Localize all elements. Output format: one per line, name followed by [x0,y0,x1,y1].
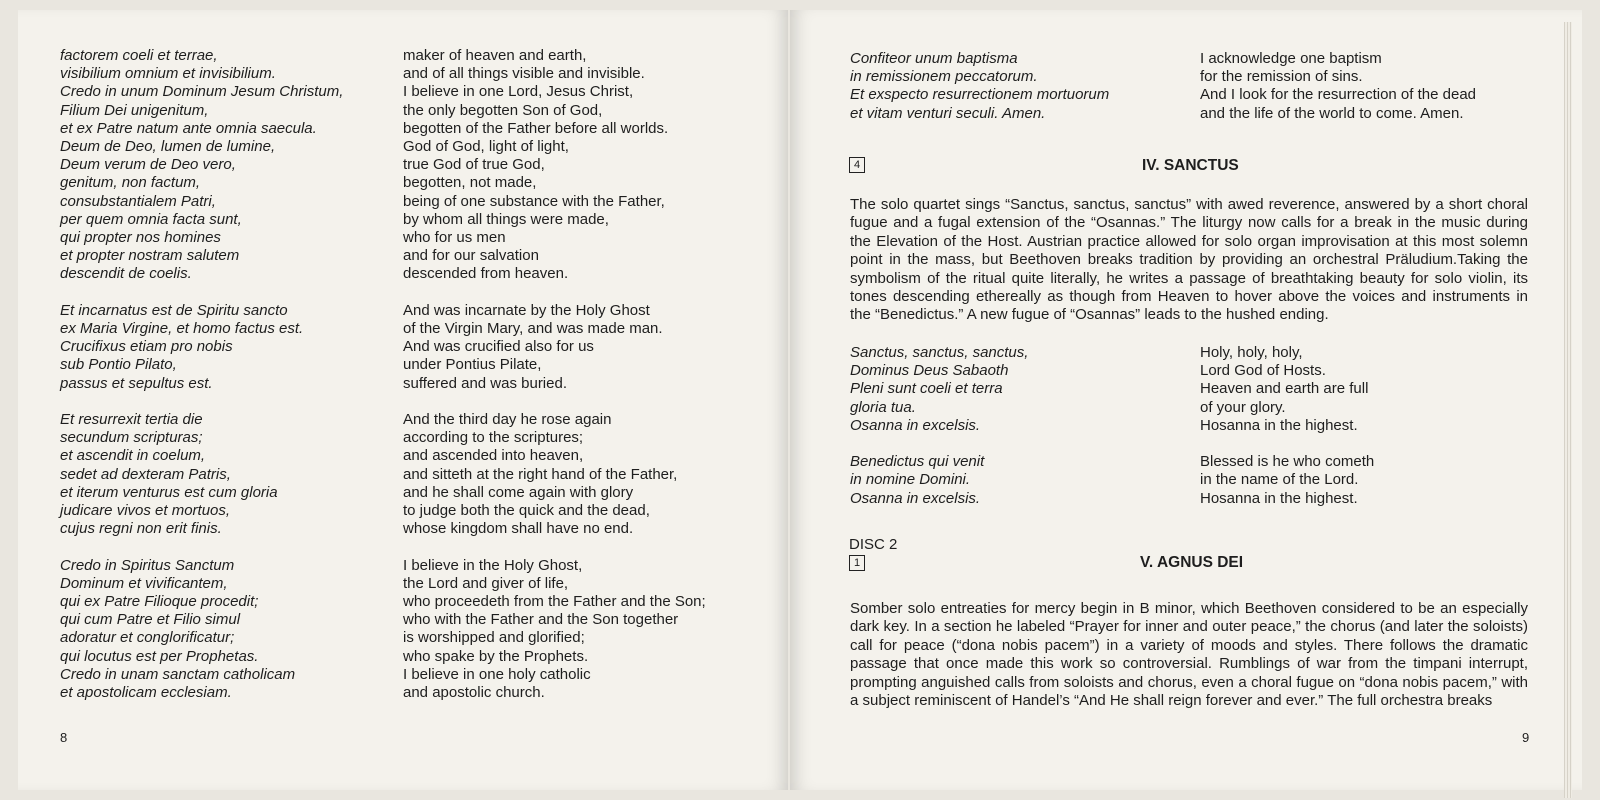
latin-line: cujus regni non erit finis. [60,520,222,538]
latin-line: qui propter nos homines [60,229,221,247]
confiteor-latin-column [850,50,1109,123]
latin-line: et ex Patre natum ante omnia saecula. [60,119,317,137]
english-line: and ascended into heaven, [403,447,584,465]
english-line: descended from heaven. [403,265,569,283]
latin-line: Pleni sunt coeli et terra [850,380,1003,398]
latin-line: qui ex Patre Filioque procedit; [60,593,259,611]
latin-line: et apostolicam ecclesiam. [60,684,232,702]
latin-line: Et resurrexit tertia die [60,411,203,429]
latin-line: secundum scripturas; [60,429,203,447]
latin-line: qui locutus est per Prophetas. [60,647,259,665]
latin-line: passus et sepultus est. [60,374,213,392]
paragraph-line: The solo quartet sings “Sanctus, sanctus, sanctus” with awed reverence, answered by a short choral [850,196,1528,213]
paragraph-line: passage that once made this work so controversial. Rumblings of war from the timpani interrupt, [850,655,1528,673]
english-line: And I look for the resurrection of the dead [1200,86,1476,104]
disc-label: DISC 2 [849,536,898,553]
latin-line: gloria tua. [850,398,916,416]
latin-line: et vitam venturi seculi. Amen. [850,104,1046,122]
english-line: who spake by the Prophets. [403,647,589,665]
english-line: and the life of the world to come. Amen. [1200,104,1464,122]
english-line: in the name of the Lord. [1200,471,1359,489]
latin-line: Credo in Spiritus Sanctum [60,556,235,574]
latin-line: et iterum venturus est cum gloria [60,483,278,501]
english-line: I believe in one Lord, Jesus Christ, [403,83,634,101]
english-line: suffered and was buried. [403,374,567,392]
left-page [18,10,788,790]
page-edge [1564,22,1572,798]
paragraph-line: fugue and a fugal extension of the “Osannas.” The liturgy now calls for a break in the music during [850,214,1528,232]
english-line: Lord God of Hosts. [1200,362,1326,380]
latin-line: Deum de Deo, lumen de lumine, [60,138,276,156]
english-line: begotten of the Father before all worlds. [403,119,669,137]
latin-line: sedet ad dexteram Patris, [60,465,231,483]
english-line: who for us men [403,229,506,247]
sanctus-heading: IV. SANCTUS [1142,157,1239,174]
paragraph-line: the Elevation of the Host. Austrian practice allowed for solo organ improvisation at this most solemn [850,232,1528,250]
latin-line: genitum, non factum, [60,174,201,192]
latin-line: Osanna in excelsis. [850,416,981,434]
latin-line: et ascendit in coelum, [60,447,206,465]
stanza-gap [60,393,343,411]
paragraph-line: a subject reminiscent of Handel’s “And He shall reign forever and ever.” The full orchestra breaks [850,692,1493,710]
track-number-box: 4 [849,157,865,173]
english-line: and for our salvation [403,247,539,265]
paragraph-line: dark key. In a section he labeled “Prayer for inner and outer peace,” the chorus (and later the soloists) [850,618,1528,636]
english-line: the only begotten Son of God, [403,101,603,119]
latin-line: Deum verum de Deo vero, [60,156,236,174]
english-line: and apostolic church. [403,684,545,702]
english-line: according to the scriptures; [403,429,584,447]
english-line: to judge both the quick and the dead, [403,502,650,520]
english-line: and sitteth at the right hand of the Father, [403,465,678,483]
english-line: who proceedeth from the Father and the Son; [403,593,706,611]
english-line: Hosanna in the highest. [1200,489,1358,507]
english-line: I believe in the Holy Ghost, [403,556,583,574]
latin-line: Crucifixus etiam pro nobis [60,338,233,356]
latin-line: consubstantialem Patri, [60,192,216,210]
paragraph-line: tones descending ethereally as though from Heaven to hover above the voices and instruments in [850,288,1528,306]
latin-line: in remissionem peccatorum. [850,68,1038,86]
english-line: I acknowledge one baptism [1200,50,1382,67]
sanctus-latin-column [850,344,1028,508]
stanza-gap [403,284,706,302]
latin-line: Et exspecto resurrectionem mortuorum [850,86,1110,104]
credo-english-column [403,47,706,702]
right-page [790,10,1582,790]
page-number-left: 8 [60,730,68,745]
english-line: And was incarnate by the Holy Ghost [403,301,650,319]
latin-line: sub Pontio Pilato, [60,356,177,374]
agnus-dei-heading: V. AGNUS DEI [1140,554,1244,571]
english-line: being of one substance with the Father, [403,192,665,210]
page-number-right: 9 [1522,730,1530,745]
english-line: for the remission of sins. [1200,68,1363,86]
latin-line: Benedictus qui venit [850,453,985,471]
stanza-gap [60,538,343,556]
english-line: of your glory. [1200,398,1286,416]
latin-line: adoratur et conglorificatur; [60,629,235,647]
english-line: true God of true God, [403,156,545,174]
latin-line: Sanctus, sanctus, sanctus, [850,344,1029,361]
track-number-box: 1 [849,555,865,571]
paragraph-line: point in the mass, but Beethoven breaks tradition by providing an orchestral Präludium.Taking the [850,251,1528,269]
paragraph-line: prompting anguished calls from soloists and chorus, even a choral fugue on “dona nobis pacem,” with [850,673,1528,691]
paragraph-line: call for peace (“dona nobis pacem”) in a variety of moods and styles. There follows the dramatic [850,636,1528,654]
english-line: by whom all things were made, [403,210,609,228]
latin-line: Dominum et vivificantem, [60,574,228,592]
english-line: who with the Father and the Son together [403,611,679,629]
latin-line: Credo in unam sanctam catholicam [60,665,296,683]
english-line: I believe in one holy catholic [403,665,591,683]
latin-line: Filium Dei unigenitum, [60,101,209,119]
paragraph-line: symbolism of the ritual quite literally, he writes a passage of breathtaking beauty for solo violin, its [850,269,1528,287]
english-line: whose kingdom shall have no end. [403,520,634,538]
latin-line: ex Maria Virgine, et homo factus est. [60,320,304,338]
confiteor-english-column [1200,50,1476,123]
english-line: God of God, light of light, [403,138,569,156]
latin-line: descendit de coelis. [60,265,192,283]
stanza-gap [1200,435,1374,453]
english-line: And the third day he rose again [403,411,612,429]
english-line: Blessed is he who cometh [1200,453,1375,471]
latin-line: visibilium omnium et invisibilium. [60,65,276,83]
latin-line: qui cum Patre et Filio simul [60,611,241,629]
latin-line: et propter nostram salutem [60,247,240,265]
agnus-dei-description [850,600,1528,710]
english-line: and of all things visible and invisible. [403,65,645,83]
latin-line: Osanna in excelsis. [850,489,981,507]
english-line: Holy, holy, holy, [1200,344,1303,361]
english-line: And was crucified also for us [403,338,594,356]
english-line: begotten, not made, [403,174,537,192]
credo-latin-column [60,47,343,702]
latin-line: in nomine Domini. [850,471,971,489]
english-line: the Lord and giver of life, [403,574,569,592]
english-line: is worshipped and glorified; [403,629,585,647]
english-line: of the Virgin Mary, and was made man. [403,320,663,338]
english-line: Heaven and earth are full [1200,380,1369,398]
latin-line: judicare vivos et mortuos, [60,502,231,520]
sanctus-description [850,196,1528,325]
stanza-gap [60,284,343,302]
latin-line: Confiteor unum baptisma [850,50,1018,67]
paragraph-line: the “Benedictus.” A new fugue of “Osannas” leads to the hushed ending. [850,306,1329,324]
paragraph-line: Somber solo entreaties for mercy begin in B minor, which Beethoven considered to be an especially [850,600,1528,617]
latin-line: factorem coeli et terrae, [60,47,218,64]
english-line: maker of heaven and earth, [403,47,587,64]
latin-line: Et incarnatus est de Spiritu sancto [60,301,288,319]
latin-line: Dominus Deus Sabaoth [850,362,1009,380]
english-line: and he shall come again with glory [403,483,634,501]
stanza-gap [403,393,706,411]
stanza-gap [850,435,1028,453]
latin-line: Credo in unum Dominum Jesum Christum, [60,83,344,101]
english-line: under Pontius Pilate, [403,356,542,374]
stanza-gap [403,538,706,556]
latin-line: per quem omnia facta sunt, [60,210,242,228]
english-line: Hosanna in the highest. [1200,416,1358,434]
sanctus-english-column [1200,344,1374,508]
